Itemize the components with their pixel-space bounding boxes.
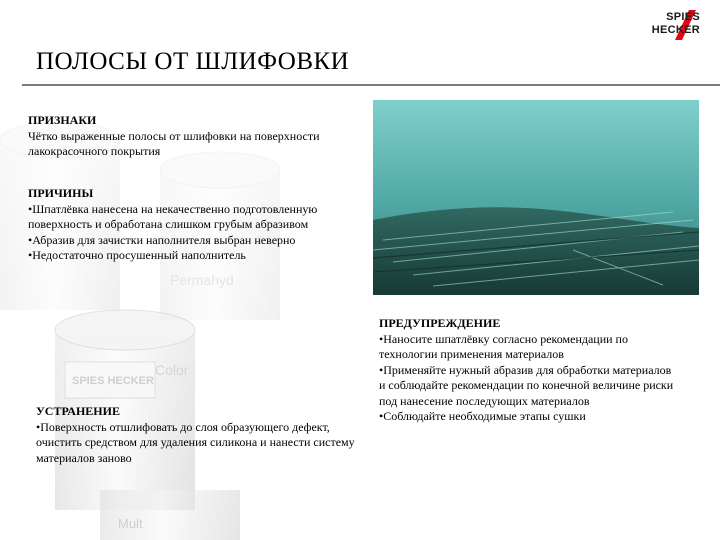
fix-item: • Поверхность отшлифовать до слоя образующего дефект, очистить средством для удаления силикона и нанести систему материалов заново [36,420,366,467]
sanding-marks-photo [373,100,699,295]
spies-hecker-logo [626,12,700,38]
warning-section [379,316,679,425]
warning-item: • Применяйте нужный абразив для обработки материалов и соблюдайте рекомендации по конечной величине риски под нанесение последующих материалов [379,363,679,410]
background-paint-cans-image [0,100,380,540]
causes-item: • Недостаточно просушенный наполнитель [28,248,358,264]
signs-section [28,113,328,160]
logo-line-1: SPIES [666,11,700,23]
warning-heading: ПРЕДУПРЕЖДЕНИЕ [379,316,501,330]
causes-section [28,186,358,264]
page-title: ПОЛОСЫ ОТ ШЛИФОВКИ [36,48,350,75]
causes-item: • Абразив для зачистки наполнителя выбран неверно [28,233,358,249]
warning-item: • Наносите шпатлёвку согласно рекомендации по технологии применения материалов [379,332,679,363]
causes-heading: ПРИЧИНЫ [28,186,94,200]
fix-section [36,404,366,466]
warning-item: • Соблюдайте необходимые этапы сушки [379,409,679,425]
signs-heading: ПРИЗНАКИ [28,113,97,127]
fix-heading: УСТРАНЕНИЕ [36,404,120,418]
title-divider [22,84,720,86]
signs-text: Чётко выраженные полосы от шлифовки на поверхности лакокрасочного покрытия [28,128,320,158]
logo-line-2: HECKER [651,24,700,36]
causes-item: • Шпатлёвка нанесена на некачественно подготовленную поверхность и обработана слишком грубым абразивом [28,202,358,233]
